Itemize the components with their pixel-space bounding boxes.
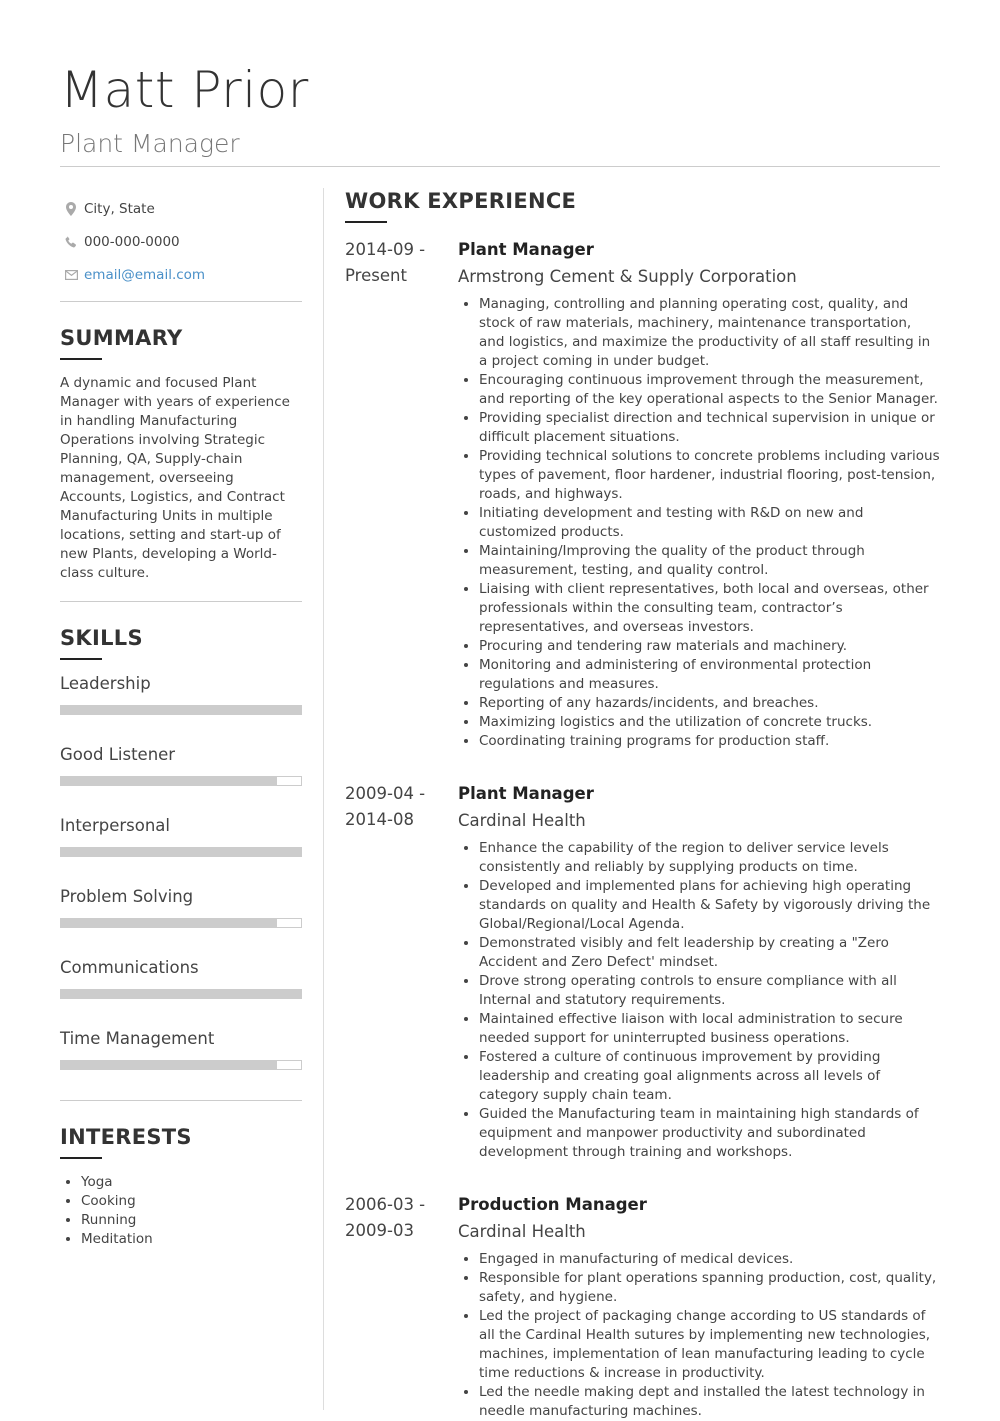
skills-section [60, 624, 302, 1070]
interest-item: • Meditation [81, 1230, 302, 1249]
sidebar-divider [60, 601, 302, 602]
skill-item [60, 744, 302, 786]
column-divider [323, 188, 324, 1410]
location-pin-icon [60, 202, 82, 216]
skill-level-bar [60, 705, 302, 715]
interest-item: • Cooking [81, 1192, 302, 1211]
skill-item [60, 957, 302, 999]
job-duty-item: • Initiating development and testing with R&D on new and customized products. [479, 504, 940, 542]
job-company: Armstrong Cement & Supply Corporation [458, 267, 797, 286]
interest-item: • Yoga [81, 1173, 302, 1192]
job-date-end: Present [345, 266, 407, 285]
job-duty-item: • Maintained effective liaison with local administration to secure needed support for uninterrupted business operations. [479, 1010, 940, 1048]
job-duty-item: • Led the project of packaging change according to US standards of all the Cardinal Health sutures by implementing new technologies, machines, implementation of lean manufacturing leading to cycle time reductions & increase in productivity. [479, 1307, 940, 1383]
interests-list [60, 1173, 302, 1249]
job-role: Production Manager [458, 1195, 647, 1214]
jobs-list [345, 237, 940, 1421]
job-duty-item: • Drove strong operating controls to ensure compliance with all Internal and statutory requirements. [479, 972, 940, 1010]
job-duty-item: • Liaising with client representatives, both local and overseas, other professionals within the consulting team, contractor’s representatives, and overseas investors. [479, 580, 940, 637]
job-company: Cardinal Health [458, 1222, 586, 1241]
header-divider [60, 166, 940, 167]
job-duty-item: • Engaged in manufacturing of medical devices. [479, 1250, 940, 1269]
envelope-icon [60, 270, 82, 280]
job-duty-item: • Guided the Manufacturing team in maintaining high standards of equipment and manpower productivity and subordinated development through training and workshops. [479, 1105, 940, 1162]
skill-level-fill [61, 706, 301, 714]
candidate-name: Matt Prior [60, 61, 309, 119]
job-date-start: 2009-04 - [345, 784, 426, 803]
work-experience-underline [345, 221, 387, 223]
phone-text: 000-000-0000 [84, 233, 180, 250]
job-duty-item: • Responsible for plant operations spanning production, cost, quality, safety, and hygiene. [479, 1269, 940, 1307]
skill-level-fill [61, 990, 301, 998]
candidate-title: Plant Manager [60, 129, 240, 158]
job-dates [345, 1192, 458, 1421]
job-entry [345, 781, 940, 1162]
location-text: City, State [84, 200, 155, 217]
contact-location [60, 192, 302, 225]
summary-underline [60, 358, 102, 360]
job-duty-item: • Procuring and tendering raw materials and machinery. [479, 637, 940, 656]
skill-level-bar [60, 847, 302, 857]
skill-name: Leadership [60, 674, 151, 693]
job-duty-item: • Enhance the capability of the region to deliver service levels consistently and reliably by supplying products on time. [479, 839, 940, 877]
skill-name: Time Management [60, 1029, 215, 1048]
job-duty-item: • Monitoring and administering of environmental protection regulations and measures. [479, 656, 940, 694]
job-duty-item: • Managing, controlling and planning operating cost, quality, and stock of raw materials, machinery, maintenance transportation, and logistics, and maximize the productivity of all staff resulting in a project coming in under budget. [479, 295, 940, 371]
contact-phone [60, 225, 302, 258]
job-role: Plant Manager [458, 240, 594, 259]
skills-heading: SKILLS [60, 626, 143, 650]
job-duty-item: • Providing technical solutions to concrete problems including various types of pavement, floor hardener, industrial flooring, post-tension, roads, and highways. [479, 447, 940, 504]
skills-underline [60, 658, 102, 660]
summary-section [60, 324, 302, 583]
skill-item [60, 673, 302, 715]
skill-name: Communications [60, 958, 199, 977]
job-duties-list [458, 1250, 940, 1421]
skill-level-fill [61, 848, 301, 856]
job-duty-item: • Led the needle making dept and installed the latest technology in needle manufacturing machines. [479, 1383, 940, 1421]
job-entry [345, 237, 940, 751]
skill-level-bar [60, 776, 302, 786]
main-content [345, 187, 940, 1421]
job-details [458, 237, 940, 751]
skill-level-bar [60, 989, 302, 999]
job-duty-item: • Demonstrated visibly and felt leadership by creating a "Zero Accident and Zero Defect' mindset. [479, 934, 940, 972]
job-role: Plant Manager [458, 784, 594, 803]
sidebar-divider [60, 1100, 302, 1101]
interests-underline [60, 1157, 102, 1159]
interest-item: • Running [81, 1211, 302, 1230]
job-details [458, 1192, 940, 1421]
contact-email [60, 258, 302, 291]
job-duty-item: • Maintaining/Improving the quality of the product through measurement, testing, and quality control. [479, 542, 940, 580]
skill-level-bar [60, 1060, 302, 1070]
skill-level-fill [61, 919, 277, 927]
job-company: Cardinal Health [458, 811, 586, 830]
job-duty-item: • Maximizing logistics and the utilization of concrete trucks. [479, 713, 940, 732]
skill-item [60, 815, 302, 857]
job-dates [345, 237, 458, 751]
email-link[interactable]: email@email.com [84, 266, 206, 283]
skills-list [60, 673, 302, 1070]
phone-icon [60, 236, 82, 248]
skill-level-fill [61, 1061, 277, 1069]
skill-name: Good Listener [60, 745, 176, 764]
sidebar-divider [60, 301, 302, 302]
job-date-start: 2006-03 - [345, 1195, 426, 1214]
job-date-end: 2009-03 [345, 1221, 414, 1240]
job-date-start: 2014-09 - [345, 240, 426, 259]
skill-name: Problem Solving [60, 887, 194, 906]
job-duties-list [458, 295, 940, 751]
job-duties-list [458, 839, 940, 1162]
summary-heading: SUMMARY [60, 326, 183, 350]
job-duty-item: • Fostered a culture of continuous improvement by providing leadership and creating goal alignments across all levels of category supply chain team. [479, 1048, 940, 1105]
job-date-end: 2014-08 [345, 810, 414, 829]
skill-item [60, 886, 302, 928]
skill-level-fill [61, 777, 277, 785]
job-dates [345, 781, 458, 1162]
job-details [458, 781, 940, 1162]
job-duty-item: • Encouraging continuous improvement through the measurement, and reporting of the key operational aspects to the Senior Manager. [479, 371, 940, 409]
interests-section [60, 1123, 302, 1249]
summary-text: A dynamic and focused Plant Manager with years of experience in handling Manufacturing Operations involving Strategic Planning, QA, Supply-chain management, overseeing Accounts, Logistics, and Contract Manufacturing Units in multiple locations, setting and start-up of new Plants, developing a World-class culture. [60, 375, 290, 581]
skill-item [60, 1028, 302, 1070]
job-duty-item: • Coordinating training programs for production staff. [479, 732, 940, 751]
job-entry [345, 1192, 940, 1421]
skill-name: Interpersonal [60, 816, 170, 835]
skill-level-bar [60, 918, 302, 928]
job-duty-item: • Developed and implemented plans for achieving high operating standards on quality and Health & Safety by vigorously driving the Global/Regional/Local Agenda. [479, 877, 940, 934]
work-experience-heading: WORK EXPERIENCE [345, 189, 577, 213]
sidebar [60, 192, 302, 1249]
interests-heading: INTERESTS [60, 1125, 192, 1149]
job-duty-item: • Reporting of any hazards/incidents, and breaches. [479, 694, 940, 713]
job-duty-item: • Providing specialist direction and technical supervision in unique or difficult placement situations. [479, 409, 940, 447]
